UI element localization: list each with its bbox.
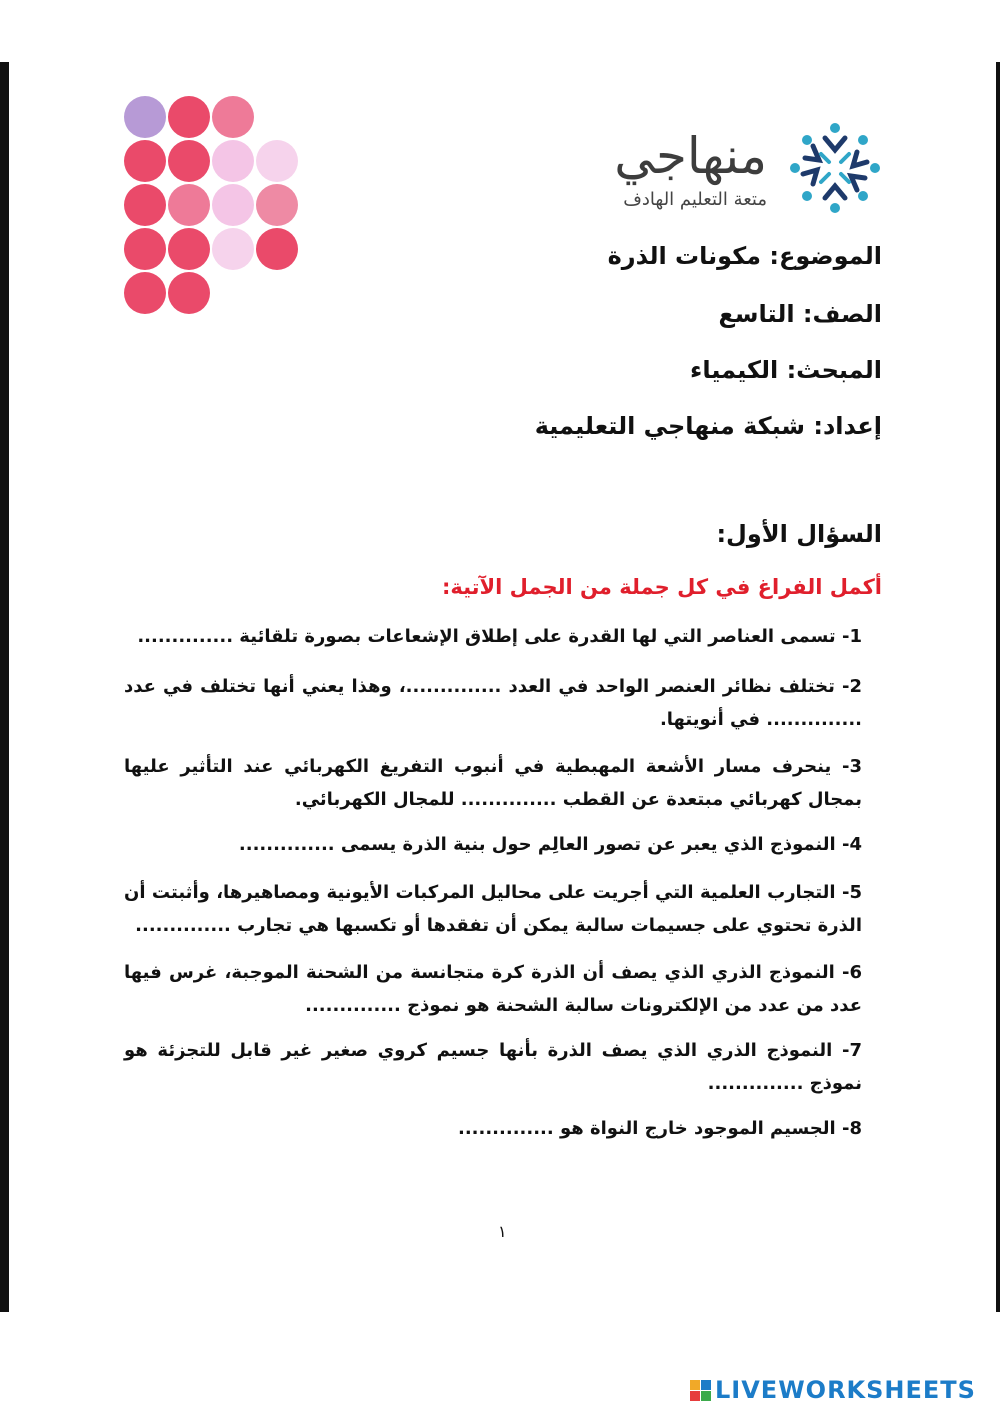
subject-line: المبحث: الكيمياء: [690, 356, 882, 384]
question-item: [124, 670, 862, 736]
liveworksheets-logo[interactable]: [690, 1376, 976, 1404]
question-number: 1-: [841, 626, 862, 647]
question-number: 5-: [841, 882, 862, 903]
author-line: إعداد: شبكة منهاجي التعليمية: [534, 412, 882, 440]
question-number: 4-: [841, 834, 862, 855]
question-text: النموذج الذي يعبر عن تصور العالِم حول بنية الذرة يسمى ..............: [238, 834, 836, 855]
people-circle-logo-icon: [785, 118, 885, 218]
question-text: تسمى العناصر التي لها القدرة على إطلاق الإشعاعات بصورة تلقائية ..............: [137, 626, 836, 647]
question-item: [124, 1034, 862, 1100]
question-number: 7-: [841, 1040, 862, 1061]
brand-tagline: متعة التعليم الهادف: [623, 189, 767, 210]
topic-line: الموضوع: مكونات الذرة: [607, 242, 882, 270]
decor-dot: [124, 228, 166, 270]
scan-edge-left: [0, 62, 9, 1312]
question-number: 2-: [841, 676, 862, 697]
decor-dot: [124, 140, 166, 182]
question-item: [124, 956, 862, 1022]
decor-dot: [124, 96, 166, 138]
decor-dot: [212, 184, 254, 226]
decor-dot: [124, 272, 166, 314]
question-text: النموذج الذري الذي يصف الذرة بأنها جسيم كروي صغير غير قابل للتجزئة هو نموذج ..............: [124, 1040, 862, 1094]
question-item: [124, 828, 862, 861]
question-item: [124, 750, 862, 816]
question-number: 8-: [841, 1118, 862, 1139]
question-text: تختلف نظائر العنصر الواحد في العدد ..............، وهذا يعني أنها تختلف في عدد .............. في أنويتها.: [124, 676, 862, 730]
question-text: النموذج الذري الذي يصف أن الذرة كرة متجانسة من الشحنة الموجبة، غرس فيها عدد من عدد من الإلكترونات سالبة الشحنة هو نموذج ..............: [124, 962, 862, 1016]
question-item: [124, 876, 862, 942]
decor-dot: [256, 140, 298, 182]
decor-dot: [168, 228, 210, 270]
grade-line: الصف: التاسع: [718, 300, 882, 328]
question-text: التجارب العلمية التي أجريت على محاليل المركبات الأيونية ومصاهيرها، وأثبتت أن الذرة تحتوي على جسيمات سالبة يمكن أن تفقدها أو تكسبها هي تجارب ..............: [124, 882, 862, 936]
decor-dot: [256, 228, 298, 270]
decor-dot: [168, 184, 210, 226]
decor-dot: [256, 184, 298, 226]
brand-name: منهاجي: [614, 127, 767, 185]
decor-dot: [124, 184, 166, 226]
question-item: [124, 1112, 862, 1145]
liveworksheets-grid-icon: [690, 1380, 711, 1401]
decor-dot: [212, 228, 254, 270]
decor-dot: [212, 96, 254, 138]
decor-dot: [168, 140, 210, 182]
question-item: [124, 620, 862, 653]
decor-dot: [168, 272, 210, 314]
question-number: 6-: [841, 962, 862, 983]
decor-dot: [168, 96, 210, 138]
scan-edge-right: [996, 62, 1000, 1312]
question-text: الجسيم الموجود خارج النواة هو ..............: [457, 1118, 836, 1139]
instruction-text: أكمل الفراغ في كل جملة من الجمل الآتية:: [441, 575, 882, 599]
question-number: 3-: [841, 756, 862, 777]
decor-dot: [212, 140, 254, 182]
liveworksheets-wordmark: LIVEWORKSHEETS: [715, 1376, 976, 1404]
page-number: ١: [498, 1222, 507, 1241]
question-text: ينحرف مسار الأشعة المهبطية في أنبوب التفريغ الكهربائي عند التأثير عليها بمجال كهربائي مبتعدة عن القطب .............. للمجال الكهربائي.: [124, 756, 862, 810]
question-title: السؤال الأول:: [716, 520, 882, 548]
